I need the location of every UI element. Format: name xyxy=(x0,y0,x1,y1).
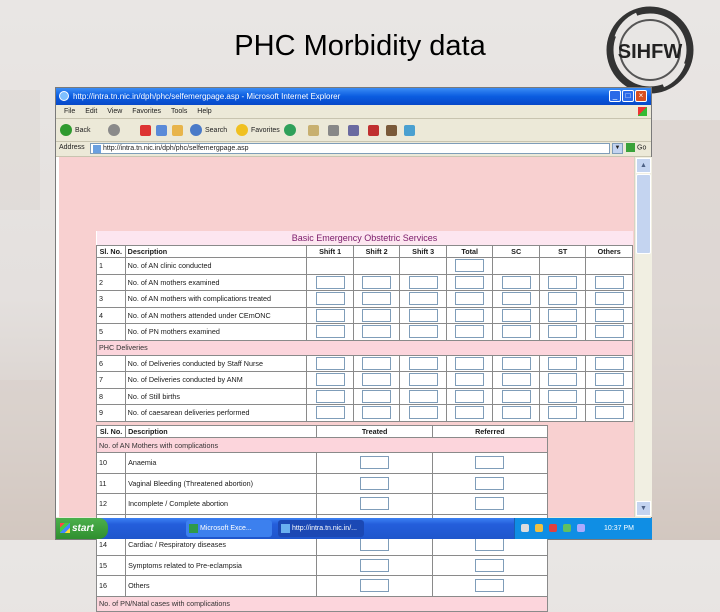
value-input[interactable] xyxy=(316,390,345,403)
col-referred: Referred xyxy=(432,426,547,438)
value-input[interactable] xyxy=(455,406,484,419)
table-row xyxy=(97,453,548,474)
table-row xyxy=(97,555,548,576)
window-title: http://intra.tn.nic.in/dph/phc/selfemergpage.asp - Microsoft Internet Explorer xyxy=(73,92,341,101)
col-shift2: Shift 2 xyxy=(353,246,400,258)
address-input[interactable]: http://intra.tn.nic.in/dph/phc/selfemergpage.asp xyxy=(90,143,610,154)
value-input[interactable] xyxy=(502,276,531,289)
research-button[interactable] xyxy=(386,123,397,137)
menu-tools[interactable]: Tools xyxy=(171,108,188,115)
value-input[interactable] xyxy=(455,292,484,305)
value-input[interactable] xyxy=(455,357,484,370)
refresh-icon xyxy=(156,125,167,136)
input-cell xyxy=(400,307,447,324)
value-input[interactable] xyxy=(409,292,438,305)
value-input[interactable] xyxy=(502,325,531,338)
input-cell xyxy=(539,405,586,422)
value-input[interactable] xyxy=(595,325,624,338)
value-input[interactable] xyxy=(548,357,577,370)
input-cell xyxy=(493,324,540,341)
row-number: 10 xyxy=(97,453,126,474)
col-shift1: Shift 1 xyxy=(307,246,354,258)
row-number: 15 xyxy=(97,555,126,576)
windows-flag-icon xyxy=(638,107,647,116)
input-cell xyxy=(493,291,540,308)
table-row xyxy=(97,355,633,372)
col-sc: SC xyxy=(493,246,540,258)
value-input[interactable] xyxy=(595,406,624,419)
value-input[interactable] xyxy=(502,406,531,419)
obstetric-services-table xyxy=(96,231,633,422)
value-input[interactable] xyxy=(316,276,345,289)
input-cell xyxy=(400,258,447,275)
edit-icon xyxy=(348,125,359,136)
value-input[interactable] xyxy=(409,373,438,386)
menu-favorites[interactable]: Favorites xyxy=(132,108,162,115)
row-description: Others xyxy=(126,576,317,597)
section-an-complications: No. of AN Mothers with complications xyxy=(97,438,548,453)
page-icon xyxy=(93,145,101,153)
table-row xyxy=(97,576,548,597)
value-input[interactable] xyxy=(455,390,484,403)
research-icon xyxy=(386,125,397,136)
col-description: Description xyxy=(125,246,307,258)
value-input[interactable] xyxy=(595,276,624,289)
address-label: Address xyxy=(59,144,85,151)
input-cell xyxy=(493,274,540,291)
input-cell xyxy=(353,291,400,308)
input-cell xyxy=(539,258,586,275)
messenger-icon xyxy=(368,125,379,136)
table-row xyxy=(97,494,548,515)
value-input[interactable] xyxy=(409,276,438,289)
col-sl-no: Sl. No. xyxy=(97,246,126,258)
menu-file[interactable]: File xyxy=(64,108,76,115)
row-number: 5 xyxy=(97,324,126,341)
vertical-scrollbar[interactable] xyxy=(634,157,652,517)
toolbar xyxy=(56,119,651,142)
row-description: No. of Deliveries conducted by Staff Nurse xyxy=(125,355,307,372)
value-input[interactable] xyxy=(360,538,389,551)
value-input[interactable] xyxy=(455,309,484,322)
value-input[interactable] xyxy=(548,373,577,386)
input-cell xyxy=(317,494,432,515)
input-cell xyxy=(353,388,400,405)
stop-icon xyxy=(140,125,151,136)
row-description: Vaginal Bleeding (Threatened abortion) xyxy=(126,473,317,494)
input-cell xyxy=(307,258,354,275)
input-cell xyxy=(586,274,633,291)
value-input[interactable] xyxy=(316,309,345,322)
messenger-button[interactable] xyxy=(368,123,379,137)
col-shift3: Shift 3 xyxy=(400,246,447,258)
ie-icon xyxy=(281,524,290,533)
col-sl-no: Sl. No. xyxy=(97,426,126,438)
value-input[interactable] xyxy=(360,579,389,592)
input-cell xyxy=(586,291,633,308)
value-input[interactable] xyxy=(409,390,438,403)
table-row xyxy=(97,307,633,324)
value-input[interactable] xyxy=(548,309,577,322)
input-cell xyxy=(493,405,540,422)
row-description: Incomplete / Complete abortion xyxy=(126,494,317,515)
value-input[interactable] xyxy=(548,390,577,403)
value-input[interactable] xyxy=(595,309,624,322)
tools-button[interactable] xyxy=(404,123,415,137)
input-cell xyxy=(493,355,540,372)
history-button[interactable] xyxy=(284,123,296,137)
input-cell xyxy=(307,355,354,372)
value-input[interactable] xyxy=(455,373,484,386)
value-input[interactable] xyxy=(502,373,531,386)
table-row xyxy=(97,388,633,405)
input-cell xyxy=(446,291,493,308)
history-icon xyxy=(284,124,296,136)
input-cell xyxy=(446,324,493,341)
input-cell xyxy=(432,494,547,515)
value-input[interactable] xyxy=(316,357,345,370)
forward-arrow-icon xyxy=(108,124,120,136)
input-cell xyxy=(586,307,633,324)
value-input[interactable] xyxy=(362,325,391,338)
input-cell xyxy=(307,324,354,341)
tray-volume-icon[interactable] xyxy=(535,524,543,532)
value-input[interactable] xyxy=(362,292,391,305)
taskbar xyxy=(56,518,651,539)
input-cell xyxy=(400,388,447,405)
menu-bar xyxy=(56,105,651,119)
taskbar-item-excel[interactable]: Microsoft Exce... xyxy=(186,520,272,537)
row-number: 11 xyxy=(97,473,126,494)
value-input[interactable] xyxy=(595,390,624,403)
row-description: No. of AN mothers examined xyxy=(125,274,307,291)
close-button[interactable]: × xyxy=(635,90,647,102)
value-input[interactable] xyxy=(502,390,531,403)
value-input[interactable] xyxy=(316,406,345,419)
refresh-button[interactable] xyxy=(156,123,167,137)
ie-icon xyxy=(59,91,69,101)
back-arrow-icon xyxy=(60,124,72,136)
scroll-thumb[interactable] xyxy=(636,174,651,254)
value-input[interactable] xyxy=(316,325,345,338)
row-description: Cardiac / Respiratory diseases xyxy=(126,535,317,556)
input-cell xyxy=(586,258,633,275)
input-cell xyxy=(307,307,354,324)
forward-button[interactable] xyxy=(108,123,120,137)
value-input[interactable] xyxy=(409,406,438,419)
input-cell xyxy=(539,324,586,341)
input-cell xyxy=(446,405,493,422)
row-number: 16 xyxy=(97,576,126,597)
section-phc-deliveries: PHC Deliveries xyxy=(97,340,633,355)
start-button[interactable]: start xyxy=(56,518,108,539)
input-cell xyxy=(446,307,493,324)
value-input[interactable] xyxy=(548,292,577,305)
input-cell xyxy=(539,372,586,389)
input-cell xyxy=(400,355,447,372)
input-cell xyxy=(307,274,354,291)
row-number: 7 xyxy=(97,372,126,389)
table-header-row xyxy=(97,246,633,258)
value-input[interactable] xyxy=(455,276,484,289)
input-cell xyxy=(539,274,586,291)
address-dropdown-button[interactable]: ▼ xyxy=(612,143,623,154)
input-cell xyxy=(432,473,547,494)
home-button[interactable] xyxy=(172,123,183,137)
input-cell xyxy=(446,388,493,405)
value-input[interactable] xyxy=(548,406,577,419)
value-input[interactable] xyxy=(455,259,484,272)
minimize-button[interactable]: _ xyxy=(609,90,621,102)
table-header-row xyxy=(97,426,548,438)
tray-network-icon[interactable] xyxy=(521,524,529,532)
row-description: Symptoms related to Pre-eclampsia xyxy=(126,555,317,576)
input-cell xyxy=(432,555,547,576)
menu-help[interactable]: Help xyxy=(197,108,212,115)
value-input[interactable] xyxy=(360,497,389,510)
input-cell xyxy=(446,274,493,291)
value-input[interactable] xyxy=(475,477,504,490)
input-cell xyxy=(446,372,493,389)
value-input[interactable] xyxy=(362,406,391,419)
value-input[interactable] xyxy=(502,292,531,305)
value-input[interactable] xyxy=(362,373,391,386)
input-cell xyxy=(493,258,540,275)
row-description: Anaemia xyxy=(126,453,317,474)
value-input[interactable] xyxy=(475,559,504,572)
input-cell xyxy=(446,258,493,275)
input-cell xyxy=(400,405,447,422)
row-number: 8 xyxy=(97,388,126,405)
input-cell xyxy=(446,355,493,372)
input-cell xyxy=(353,324,400,341)
row-description: No. of Still births xyxy=(125,388,307,405)
input-cell xyxy=(400,324,447,341)
value-input[interactable] xyxy=(360,559,389,572)
row-description: No. of AN clinic conducted xyxy=(125,258,307,275)
input-cell xyxy=(307,291,354,308)
form-title: Basic Emergency Obstetric Services xyxy=(97,231,633,246)
value-input[interactable] xyxy=(548,325,577,338)
input-cell xyxy=(586,405,633,422)
menu-edit[interactable]: Edit xyxy=(85,108,98,115)
input-cell xyxy=(493,388,540,405)
value-input[interactable] xyxy=(475,456,504,469)
value-input[interactable] xyxy=(409,309,438,322)
scroll-up-button[interactable]: ▲ xyxy=(636,158,651,173)
tools-icon xyxy=(404,125,415,136)
favorites-button[interactable]: Favorites xyxy=(236,123,280,137)
go-button[interactable]: Go xyxy=(626,143,646,152)
input-cell xyxy=(307,372,354,389)
input-cell xyxy=(317,555,432,576)
row-description: No. of AN mothers with complications treated xyxy=(125,291,307,308)
col-description: Description xyxy=(126,426,317,438)
input-cell xyxy=(400,372,447,389)
input-cell xyxy=(317,453,432,474)
maximize-button[interactable]: □ xyxy=(622,90,634,102)
input-cell xyxy=(539,307,586,324)
scroll-down-button[interactable]: ▼ xyxy=(636,501,651,516)
input-cell xyxy=(586,324,633,341)
value-input[interactable] xyxy=(455,325,484,338)
print-icon xyxy=(328,125,339,136)
row-number: 2 xyxy=(97,274,126,291)
input-cell xyxy=(539,291,586,308)
table-row xyxy=(97,405,633,422)
mail-icon xyxy=(308,125,319,136)
col-others: Others xyxy=(586,246,633,258)
input-cell xyxy=(353,274,400,291)
address-bar xyxy=(56,142,651,157)
input-cell xyxy=(353,355,400,372)
tray-security-icon[interactable] xyxy=(549,524,557,532)
excel-icon xyxy=(189,524,198,533)
value-input[interactable] xyxy=(548,276,577,289)
stop-button[interactable] xyxy=(140,123,151,137)
home-icon xyxy=(172,125,183,136)
input-cell xyxy=(586,355,633,372)
value-input[interactable] xyxy=(595,373,624,386)
value-input[interactable] xyxy=(502,357,531,370)
row-number: 6 xyxy=(97,355,126,372)
input-cell xyxy=(317,473,432,494)
mail-button[interactable] xyxy=(308,123,319,137)
value-input[interactable] xyxy=(475,538,504,551)
input-cell xyxy=(586,372,633,389)
tray-app-icon[interactable] xyxy=(577,524,585,532)
section-pn-complications: No. of PN/Natal cases with complications xyxy=(97,596,548,611)
input-cell xyxy=(493,307,540,324)
row-number: 3 xyxy=(97,291,126,308)
table-row xyxy=(97,324,633,341)
value-input[interactable] xyxy=(502,309,531,322)
value-input[interactable] xyxy=(595,357,624,370)
system-tray xyxy=(514,518,652,539)
input-cell xyxy=(493,372,540,389)
value-input[interactable] xyxy=(362,390,391,403)
slide-title: PHC Morbidity data xyxy=(234,30,486,62)
tray-update-icon[interactable] xyxy=(563,524,571,532)
input-cell xyxy=(539,355,586,372)
row-number: 9 xyxy=(97,405,126,422)
input-cell xyxy=(353,258,400,275)
row-number: 1 xyxy=(97,258,126,275)
input-cell xyxy=(432,453,547,474)
input-cell xyxy=(400,274,447,291)
input-cell xyxy=(353,307,400,324)
value-input[interactable] xyxy=(362,309,391,322)
input-cell xyxy=(307,388,354,405)
edit-button[interactable] xyxy=(348,123,359,137)
value-input[interactable] xyxy=(475,579,504,592)
input-cell xyxy=(353,405,400,422)
row-description: No. of caesarean deliveries performed xyxy=(125,405,307,422)
search-button[interactable]: Search xyxy=(190,123,227,137)
search-icon xyxy=(190,124,202,136)
menu-view[interactable]: View xyxy=(107,108,123,115)
value-input[interactable] xyxy=(409,357,438,370)
col-total: Total xyxy=(446,246,493,258)
row-description: No. of Deliveries conducted by ANM xyxy=(125,372,307,389)
input-cell xyxy=(586,388,633,405)
input-cell xyxy=(432,576,547,597)
table-row xyxy=(97,274,633,291)
value-input[interactable] xyxy=(316,373,345,386)
logo-text: SIHFW xyxy=(617,41,683,63)
col-treated: Treated xyxy=(317,426,432,438)
windows-logo-icon xyxy=(60,523,70,533)
row-description: No. of AN mothers attended under CEmONC xyxy=(125,307,307,324)
table-row xyxy=(97,473,548,494)
row-number: 12 xyxy=(97,494,126,515)
value-input[interactable] xyxy=(362,276,391,289)
value-input[interactable] xyxy=(475,497,504,510)
star-icon xyxy=(236,124,248,136)
table-row xyxy=(97,291,633,308)
row-number: 14 xyxy=(97,535,126,556)
window-titlebar xyxy=(56,88,651,105)
table-row xyxy=(97,258,633,275)
go-arrow-icon xyxy=(626,143,635,152)
row-number: 4 xyxy=(97,307,126,324)
value-input[interactable] xyxy=(360,477,389,490)
input-cell xyxy=(539,388,586,405)
value-input[interactable] xyxy=(360,456,389,469)
value-input[interactable] xyxy=(595,292,624,305)
col-st: ST xyxy=(539,246,586,258)
print-button[interactable] xyxy=(328,123,339,137)
table-row xyxy=(97,372,633,389)
taskbar-item-ie[interactable]: http://intra.tn.nic.in/... xyxy=(278,520,364,537)
value-input[interactable] xyxy=(362,357,391,370)
browser-window xyxy=(55,87,652,608)
back-button[interactable]: Back xyxy=(60,123,91,137)
row-description: No. of PN mothers examined xyxy=(125,324,307,341)
sihfw-logo xyxy=(607,7,693,93)
clock: 10:37 PM xyxy=(604,525,634,532)
input-cell xyxy=(317,576,432,597)
input-cell xyxy=(353,372,400,389)
input-cell xyxy=(307,405,354,422)
value-input[interactable] xyxy=(316,292,345,305)
input-cell xyxy=(400,291,447,308)
value-input[interactable] xyxy=(409,325,438,338)
